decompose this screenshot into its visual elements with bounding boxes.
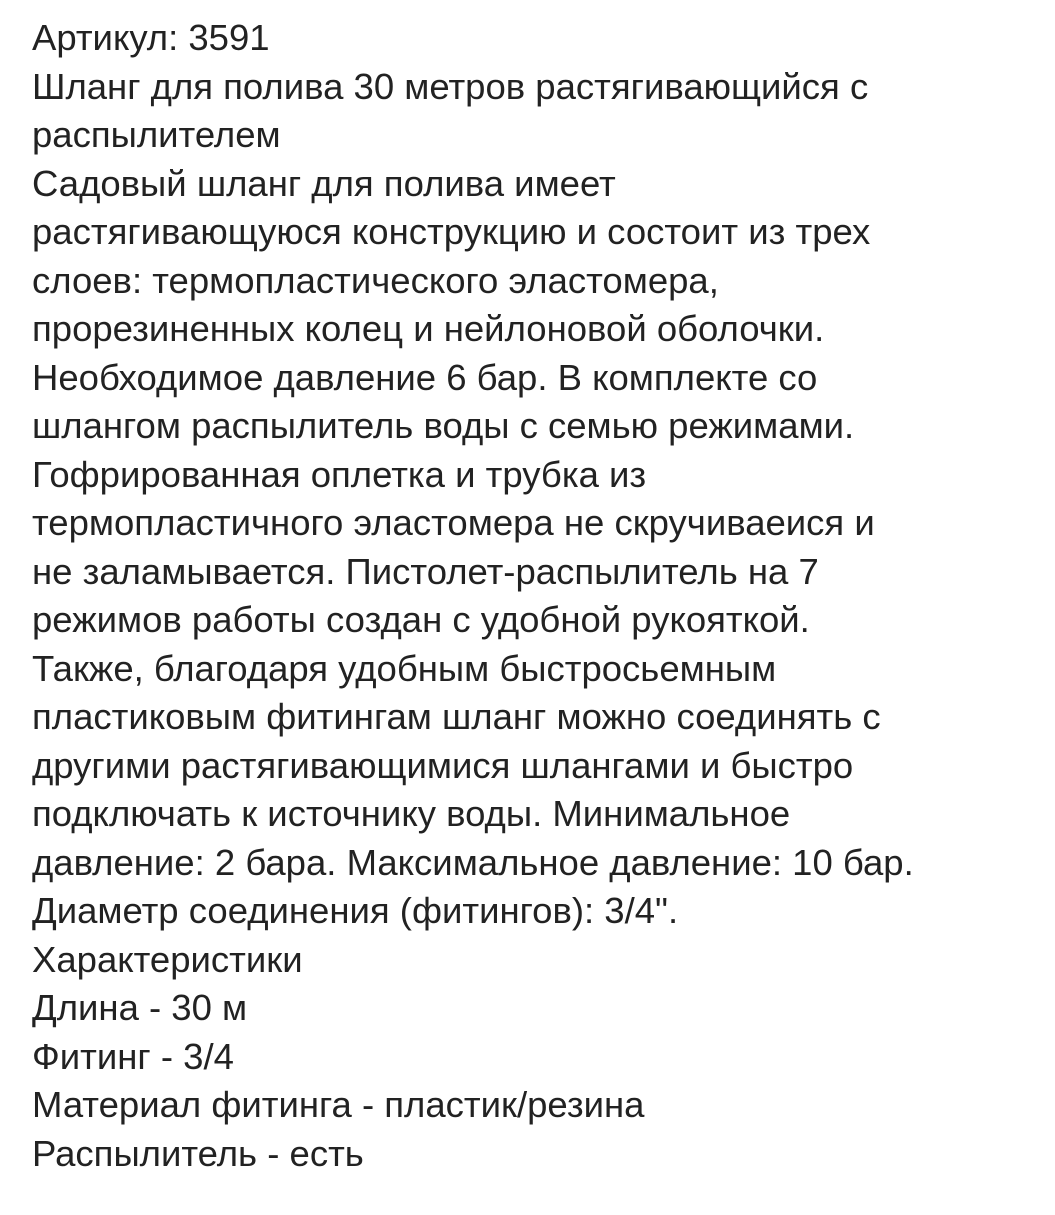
description-line: Диаметр соединения (фитингов): 3/4". xyxy=(32,890,679,931)
description-line: режимов работы создан с удобной рукояткой. xyxy=(32,599,810,640)
spec-item-fitting-material: Материал фитинга - пластик/резина xyxy=(32,1084,645,1125)
description-line: Необходимое давление 6 бар. В комплекте со xyxy=(32,356,818,398)
description-line: шлангом распылитель воды с семью режимами. xyxy=(32,405,855,446)
description-line: Гофрированная оплетка и трубка из xyxy=(32,453,647,495)
description-line: растягивающуюся конструкцию и состоит из трех xyxy=(32,211,871,252)
description-line: пластиковым фитингам шланг можно соединять с xyxy=(32,696,881,737)
spec-item-fitting: Фитинг - 3/4 xyxy=(32,1035,234,1077)
product-description-text xyxy=(32,14,1050,1178)
product-title-line: Шланг для полива 30 метров растягивающийся с xyxy=(32,65,869,107)
specs-heading: Характеристики xyxy=(32,938,303,980)
description-line: Садовый шланг для полива имеет xyxy=(32,162,616,204)
description-line: термопластичного эластомера не скручиваеися и xyxy=(32,502,875,543)
description-line: давление: 2 бара. Максимальное давление: 10 бар. xyxy=(32,841,914,883)
description-line: прорезиненных колец и нейлоновой оболочки. xyxy=(32,308,825,349)
description-line: не заламывается. Пистолет-распылитель на 7 xyxy=(32,550,819,592)
description-line: подключать к источнику воды. Минимальное xyxy=(32,793,791,834)
spec-item-sprayer: Распылитель - есть xyxy=(32,1132,364,1174)
description-line: другими растягивающимися шлангами и быстро xyxy=(32,744,854,786)
description-line: слоев: термопластического эластомера, xyxy=(32,259,719,301)
description-line: Также, благодаря удобным быстросьемным xyxy=(32,647,777,689)
product-title-line: распылителем xyxy=(32,114,281,155)
spec-item-length: Длина - 30 м xyxy=(32,987,248,1028)
article-number: Артикул: 3591 xyxy=(32,17,270,58)
